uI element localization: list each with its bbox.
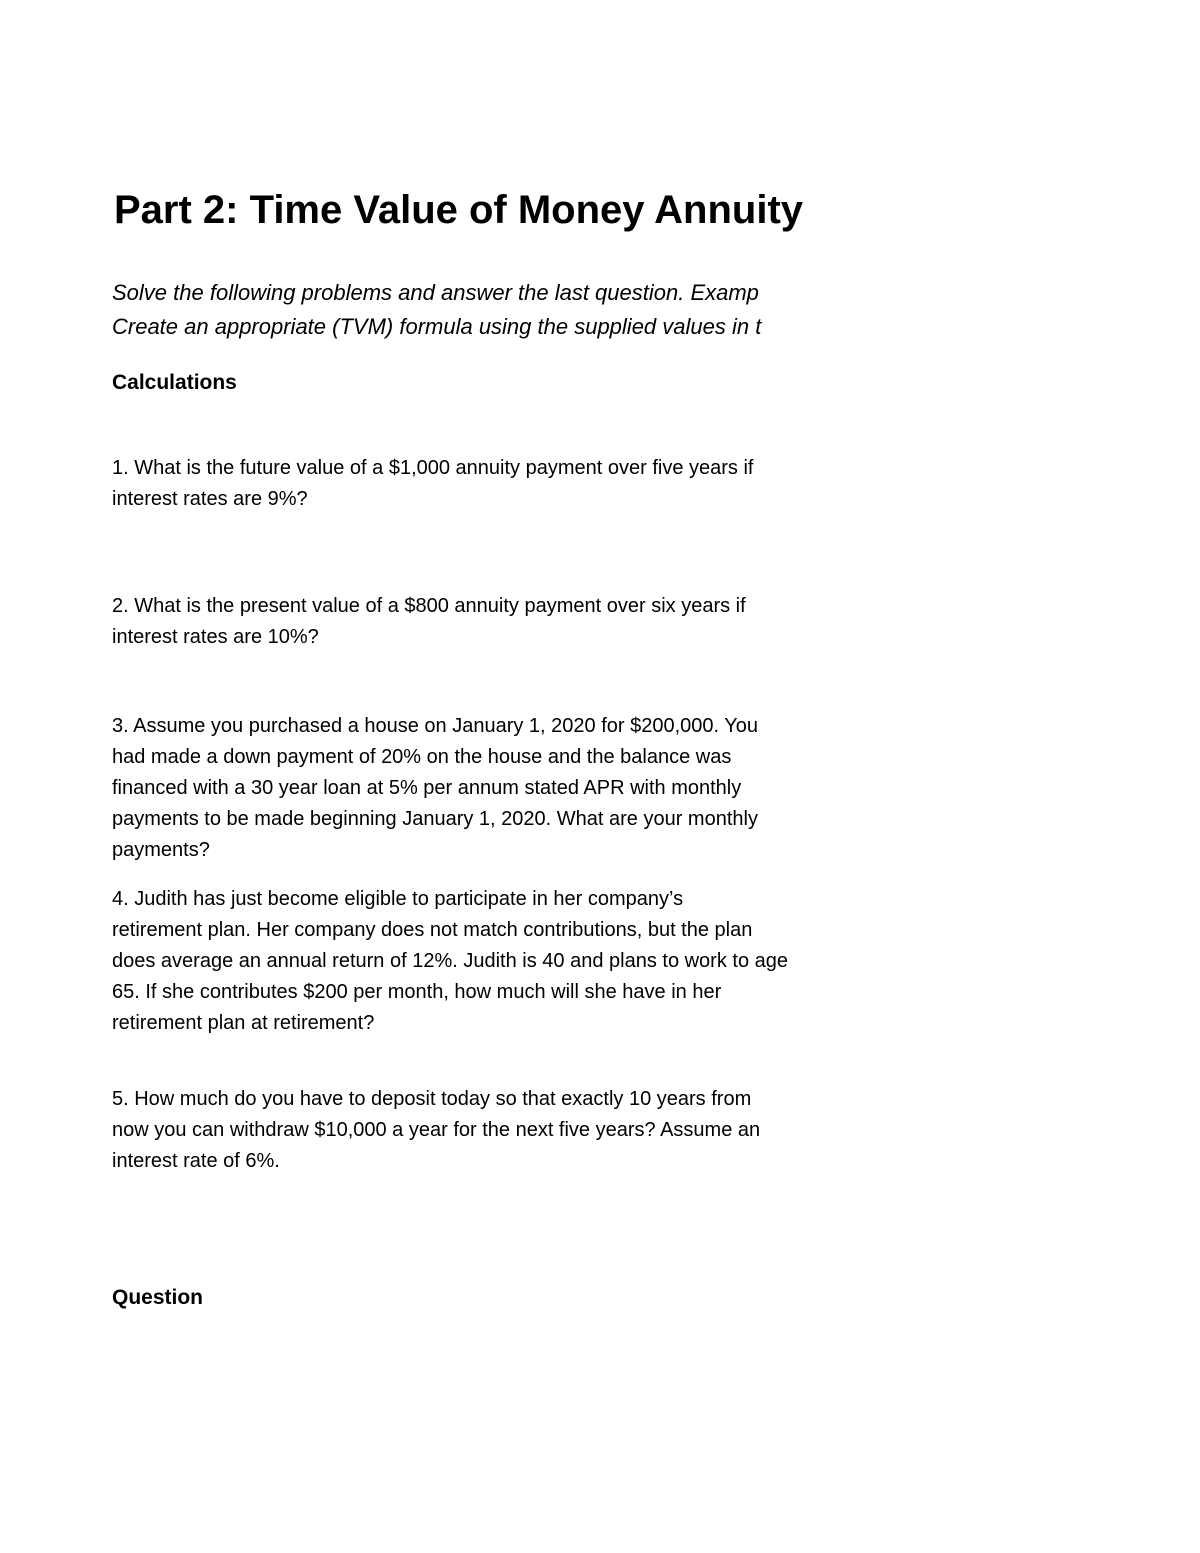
problem-line: had made a down payment of 20% on the house and the balance was xyxy=(112,746,732,768)
problem-line: retirement plan at retirement? xyxy=(112,1012,375,1034)
instructions-line: Create an appropriate (TVM) formula using the supplied values in t xyxy=(112,314,762,339)
instructions-paragraph xyxy=(112,276,847,344)
problem-line: payments to be made beginning January 1, 2020. What are your monthly xyxy=(112,808,758,830)
problem-2 xyxy=(112,591,852,653)
problem-line: 1. What is the future value of a $1,000 annuity payment over five years if xyxy=(112,457,754,479)
problem-line: interest rate of 6%. xyxy=(112,1150,280,1172)
problem-line: retirement plan. Her company does not match contributions, but the plan xyxy=(112,919,753,941)
instructions-line: Solve the following problems and answer the last question. Examp xyxy=(112,280,759,305)
problem-line: payments? xyxy=(112,839,210,861)
problem-line: now you can withdraw $10,000 a year for the next five years? Assume an xyxy=(112,1119,761,1141)
problem-line: 65. If she contributes $200 per month, how much will she have in her xyxy=(112,981,722,1003)
problem-line: interest rates are 10%? xyxy=(112,626,319,648)
problem-1 xyxy=(112,453,852,515)
problem-line: 3. Assume you purchased a house on January 1, 2020 for $200,000. You xyxy=(112,715,759,737)
problem-line: does average an annual return of 12%. Judith is 40 and plans to work to age xyxy=(112,950,789,972)
section-heading-calculations: Calculations xyxy=(112,371,237,394)
problem-5 xyxy=(112,1084,852,1177)
problem-3 xyxy=(112,711,852,861)
problem-line: interest rates are 9%? xyxy=(112,488,308,510)
problem-line: 4. Judith has just become eligible to participate in her company’s xyxy=(112,888,684,910)
problem-line: 5. How much do you have to deposit today so that exactly 10 years from xyxy=(112,1088,752,1110)
page-title: Part 2: Time Value of Money Annuity xyxy=(114,188,804,232)
problem-line: financed with a 30 year loan at 5% per annum stated APR with monthly xyxy=(112,777,742,799)
problem-4 xyxy=(112,884,852,1039)
section-heading-question: Question xyxy=(112,1286,204,1309)
problem-line: 2. What is the present value of a $800 annuity payment over six years if xyxy=(112,595,746,617)
